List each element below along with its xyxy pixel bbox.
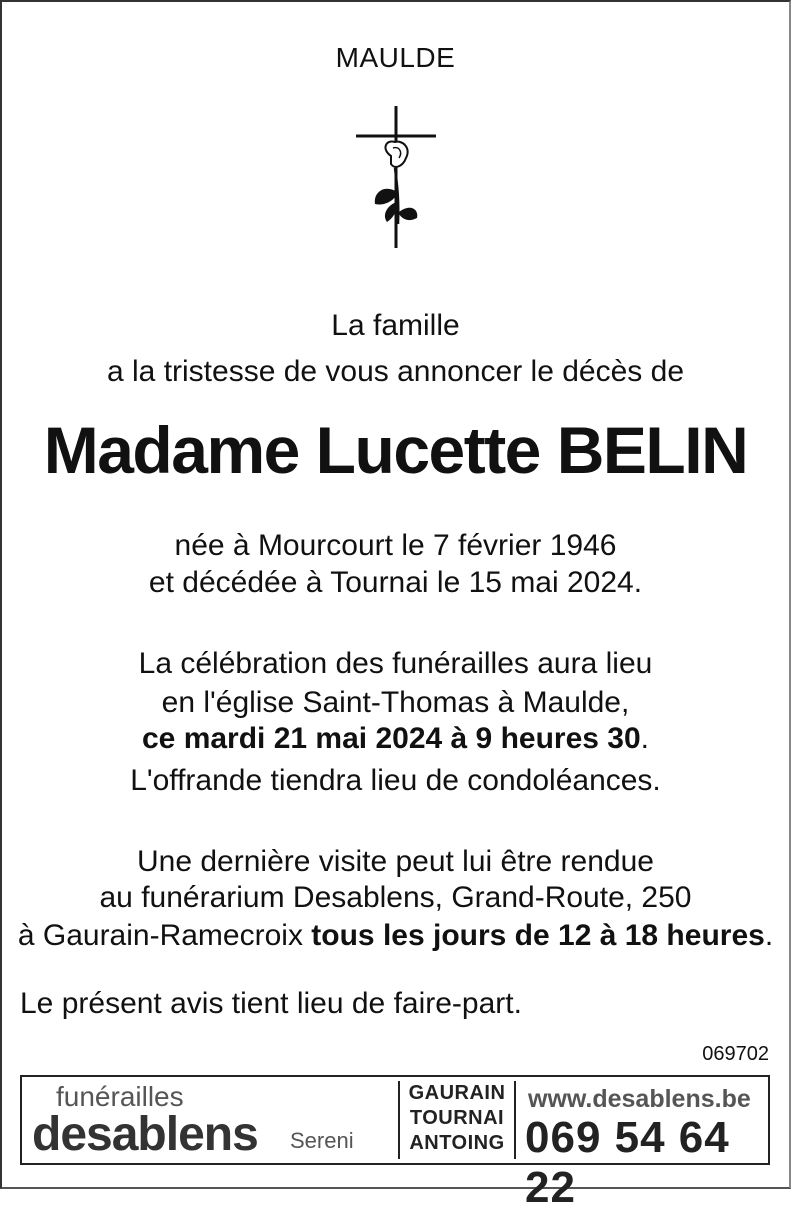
visit-line-1: Une dernière visite peut lui être rendue bbox=[137, 845, 654, 878]
town-item: TOURNAI bbox=[409, 1107, 505, 1129]
town-item: GAURAIN bbox=[408, 1082, 506, 1104]
brand-sub: Sereni bbox=[290, 1128, 354, 1153]
family-line: La famille bbox=[331, 309, 460, 342]
brand-small-text: funérailles bbox=[56, 1081, 184, 1112]
visit-hours: tous les jours de 12 à 18 heures bbox=[311, 919, 765, 952]
offering-line: L'offrande tiendra lieu de condoléances. bbox=[130, 764, 661, 797]
funeral-date-line bbox=[0, 720, 791, 758]
funeral-line-1: La célébration des funérailles aura lieu bbox=[138, 647, 653, 680]
divider bbox=[398, 1081, 400, 1159]
funeral-date-end: . bbox=[640, 722, 649, 755]
cross-with-rose-icon bbox=[351, 104, 441, 250]
funeral-home-banner bbox=[20, 1075, 770, 1212]
birth-line: née à Mourcourt le 7 février 1946 bbox=[174, 529, 617, 562]
visit-place: à Gaurain-Ramecroix bbox=[17, 919, 312, 952]
deceased-name: Madame Lucette BELIN bbox=[43, 413, 748, 487]
funeral-date: ce mardi 21 mai 2024 à 9 heures 30 bbox=[141, 722, 641, 755]
visit-line-3 bbox=[0, 917, 791, 955]
visit-line-2: au funérarium Desablens, Grand-Route, 250 bbox=[99, 881, 692, 914]
town-heading: MAULDE bbox=[335, 42, 456, 73]
town-list bbox=[402, 1081, 512, 1156]
announcement-line: a la tristesse de vous annoncer le décès de bbox=[106, 355, 685, 388]
visit-end: . bbox=[764, 919, 774, 952]
phone-number: 069 54 64 22 bbox=[525, 1113, 730, 1212]
brand-name: desablens bbox=[32, 1108, 258, 1161]
reference-number: 069702 bbox=[702, 1043, 769, 1065]
notice-note: Le présent avis tient lieu de faire-part. bbox=[20, 987, 522, 1020]
website: www.desablens.be bbox=[528, 1085, 751, 1113]
funeral-line-2: en l'église Saint-Thomas à Maulde, bbox=[161, 686, 630, 719]
town-item: ANTOING bbox=[409, 1132, 505, 1154]
death-line: et décédée à Tournai le 15 mai 2024. bbox=[148, 566, 643, 599]
divider bbox=[514, 1081, 516, 1159]
